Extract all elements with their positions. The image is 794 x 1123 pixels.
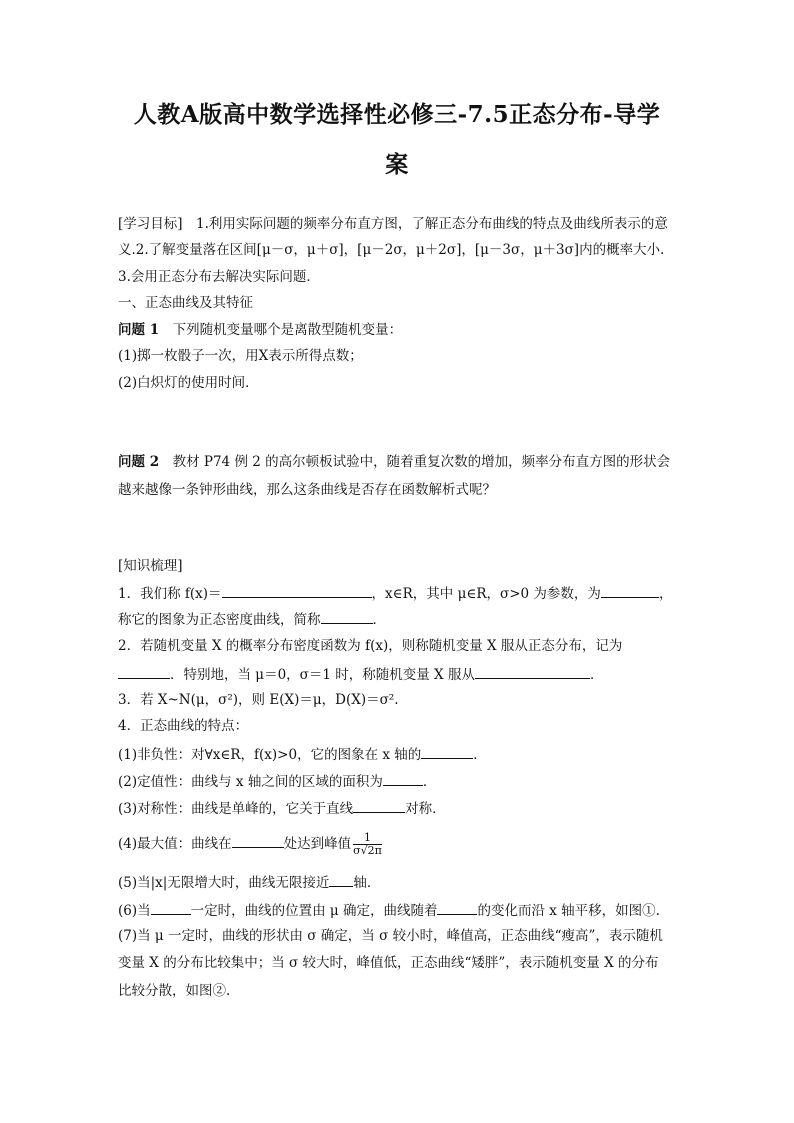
peak-value-fraction — [353, 832, 382, 857]
question-1 — [118, 321, 402, 339]
p4-text-a: (4)最大值：曲线在 — [118, 836, 232, 852]
knowledge-item1-line2 — [118, 609, 386, 629]
p1-text-b: ． — [473, 747, 487, 763]
section-heading: 一、正态曲线及其特征 — [118, 295, 253, 311]
answer-blank[interactable] — [421, 744, 473, 759]
p2-text-b: ． — [422, 774, 437, 790]
answer-blank[interactable] — [151, 900, 191, 915]
question-1-label: 问题 1 — [118, 322, 160, 338]
document-title-line2: 案 — [385, 151, 409, 178]
k1-text-e: ． — [372, 612, 386, 628]
question-1-item2: (2)白炽灯的使用时间． — [118, 375, 259, 391]
k2-text-c: ． — [589, 667, 604, 683]
objectives-line2: 义.2.了解变量落在区间[μ－σ，μ＋σ]，[μ－2σ，μ＋2σ]，[μ－3σ，μ＋3σ]内的概率大小. — [118, 242, 665, 258]
p4-text-b: 处达到峰值 — [283, 836, 352, 852]
k1-text-c: ， — [658, 586, 673, 602]
knowledge-heading: [知识梳理] — [118, 558, 183, 574]
property-4 — [118, 832, 382, 857]
p6-text-a: (6)当 — [118, 903, 151, 919]
p6-text-b: 一定时，曲线的位置由 μ 确定，曲线随着 — [190, 903, 438, 919]
property-1 — [118, 744, 487, 764]
k1-text-b: ，x∈R，其中 μ∈R，σ>0 为参数，为 — [371, 586, 601, 602]
objectives-line1: [学习目标] 1.利用实际问题的频率分布直方图，了解正态分布曲线的特点及曲线所表示的意 — [118, 216, 668, 232]
p6-text-c: 的变化而沿 x 轴平移，如图①. — [477, 903, 660, 919]
property-3 — [118, 798, 446, 818]
property-5 — [118, 872, 380, 892]
answer-blank[interactable] — [475, 664, 590, 679]
answer-blank[interactable] — [222, 583, 372, 598]
question-2-label: 问题 2 — [118, 454, 160, 470]
answer-blank[interactable] — [321, 609, 373, 624]
k1-text-a: 1．我们称 f(x)＝ — [118, 586, 222, 602]
property-7-line1: (7)当 μ 一定时，曲线的形状由 σ 确定，当 σ 较小时，峰值高，正态曲线“瘦高”，表示随机 — [118, 928, 663, 944]
knowledge-item2-line2 — [118, 664, 603, 684]
p2-text-a: (2)定值性：曲线与 x 轴之间的区域的面积为 — [118, 774, 383, 790]
answer-blank[interactable] — [329, 872, 353, 887]
p5-text-b: 轴． — [353, 875, 381, 891]
answer-blank[interactable] — [437, 900, 477, 915]
knowledge-item2-line1: 2．若随机变量 X 的概率分布密度函数为 f(x)，则称随机变量 X 服从正态分布，记为 — [118, 638, 623, 654]
knowledge-item1-line1 — [118, 583, 672, 603]
property-7-line2: 变量 X 的分布比较集中；当 σ 较大时，峰值低，正态曲线“矮胖”，表示随机变量 X 的分布 — [118, 955, 659, 971]
p3-text-b: 对称． — [405, 801, 446, 817]
fraction-denominator: σ√2π — [353, 844, 382, 857]
p1-text-a: (1)非负性：对∀x∈R，f(x)>0，它的图象在 x 轴的 — [118, 747, 422, 763]
property-2 — [118, 771, 436, 791]
property-7-line3: 比较分散，如图②. — [118, 983, 231, 999]
question-2-line2: 越来越像一条钟形曲线，那么这条曲线是否存在函数解析式呢？ — [118, 482, 496, 498]
answer-blank[interactable] — [601, 583, 659, 598]
answer-blank[interactable] — [383, 771, 423, 786]
question-2-line1 — [118, 453, 670, 471]
question-1-item1: (1)掷一枚骰子一次，用X表示所得点数； — [118, 348, 363, 364]
k2-text-b: ．特别地，当 μ＝0，σ＝1 时，称随机变量 X 服从 — [170, 667, 475, 683]
property-6 — [118, 900, 660, 920]
knowledge-item3: 3．若 X~N(μ，σ²)，则 E(X)＝μ，D(X)＝σ². — [118, 692, 399, 708]
answer-blank[interactable] — [353, 798, 405, 813]
answer-blank[interactable] — [118, 664, 170, 679]
objectives-line3: 3.会用正态分布去解决实际问题． — [118, 269, 320, 285]
p5-text-a: (5)当|x|无限增大时，曲线无限接近 — [118, 875, 330, 891]
document-title-line1: 人教A版高中数学选择性必修三-7.5正态分布-导学 — [133, 101, 661, 128]
k1-text-d: 称它的图象为正态密度曲线，简称 — [118, 612, 321, 628]
answer-blank[interactable] — [232, 833, 284, 848]
fraction-numerator: 1 — [353, 832, 382, 845]
question-2-text: 教材 P74 例 2 的高尔顿板试验中，随着重复次数的增加，频率分布直方图的形状会 — [159, 454, 671, 470]
knowledge-item4: 4．正态曲线的特点： — [118, 718, 249, 734]
p3-text-a: (3)对称性：曲线是单峰的，它关于直线 — [118, 801, 354, 817]
question-1-text: 下列随机变量哪个是离散型随机变量： — [159, 322, 403, 338]
